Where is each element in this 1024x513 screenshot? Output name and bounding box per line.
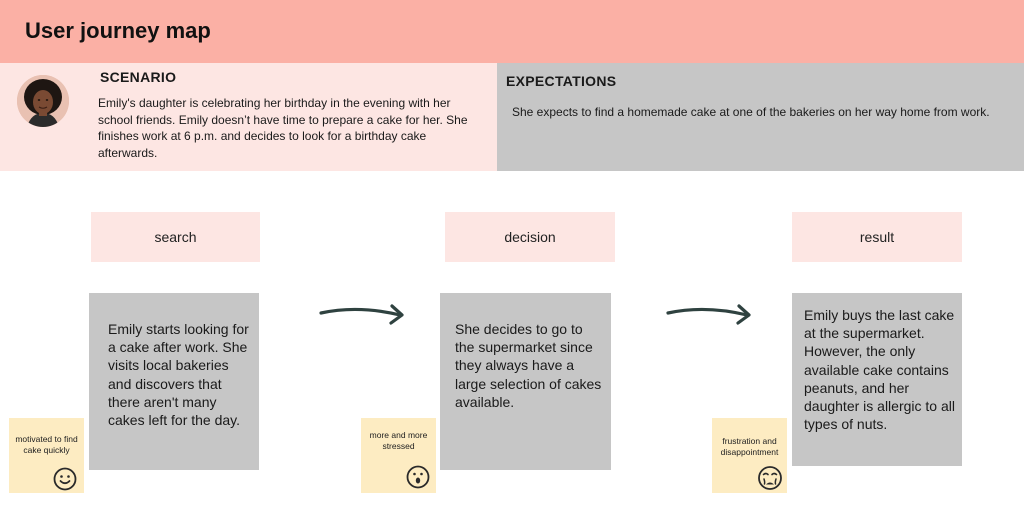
scenario-title: SCENARIO: [100, 69, 177, 85]
header-bar: [0, 0, 1024, 63]
stage-label-result: result: [792, 212, 962, 262]
expectations-panel: [497, 63, 1024, 171]
sticky-note-search: [9, 418, 84, 493]
stage-card-decision: [440, 293, 611, 470]
feeling-text: more and more stressed: [369, 430, 428, 451]
page-title: User journey map: [25, 18, 211, 43]
stage-card-result: [792, 293, 962, 466]
stage-card-search: [89, 293, 259, 470]
arrow-right-icon: [318, 302, 410, 330]
sticky-note-result: [712, 418, 787, 493]
sticky-note-decision: [361, 418, 436, 493]
expectations-title: EXPECTATIONS: [506, 73, 617, 89]
feeling-text: frustration and disappointment: [720, 436, 779, 457]
smile-face-icon: [53, 467, 77, 491]
expectations-text: She expects to find a homemade cake at one of the bakeries on her way home from work.: [512, 105, 990, 119]
scenario-panel: [0, 63, 497, 171]
stage-label-decision: decision: [445, 212, 615, 262]
stage-description: Emily buys the last cake at the supermarket. However, the only available cake contains peanuts, and her daughter is allergic to all types of nuts.: [804, 307, 955, 433]
arrow-right-icon: [665, 302, 757, 330]
surprised-face-icon: [406, 465, 430, 489]
crying-face-icon: [757, 465, 783, 491]
stage-description: Emily starts looking for a cake after work. She visits local bakeries and discovers that there aren't many cakes left for the day.: [108, 321, 249, 429]
avatar: [17, 75, 69, 127]
stage-label-search: search: [91, 212, 260, 262]
person-avatar-icon: [17, 75, 69, 127]
scenario-text: Emily's daughter is celebrating her birthday in the evening with her school friends. Emily doesn’t have time to prepare a cake for her. She finishes work at 6 p.m. and decides to look for a birthday cake afterwards.: [98, 96, 468, 160]
stage-description: She decides to go to the supermarket since they always have a large selection of cakes available.: [455, 321, 602, 410]
feeling-text: motivated to find cake quickly: [15, 434, 78, 455]
